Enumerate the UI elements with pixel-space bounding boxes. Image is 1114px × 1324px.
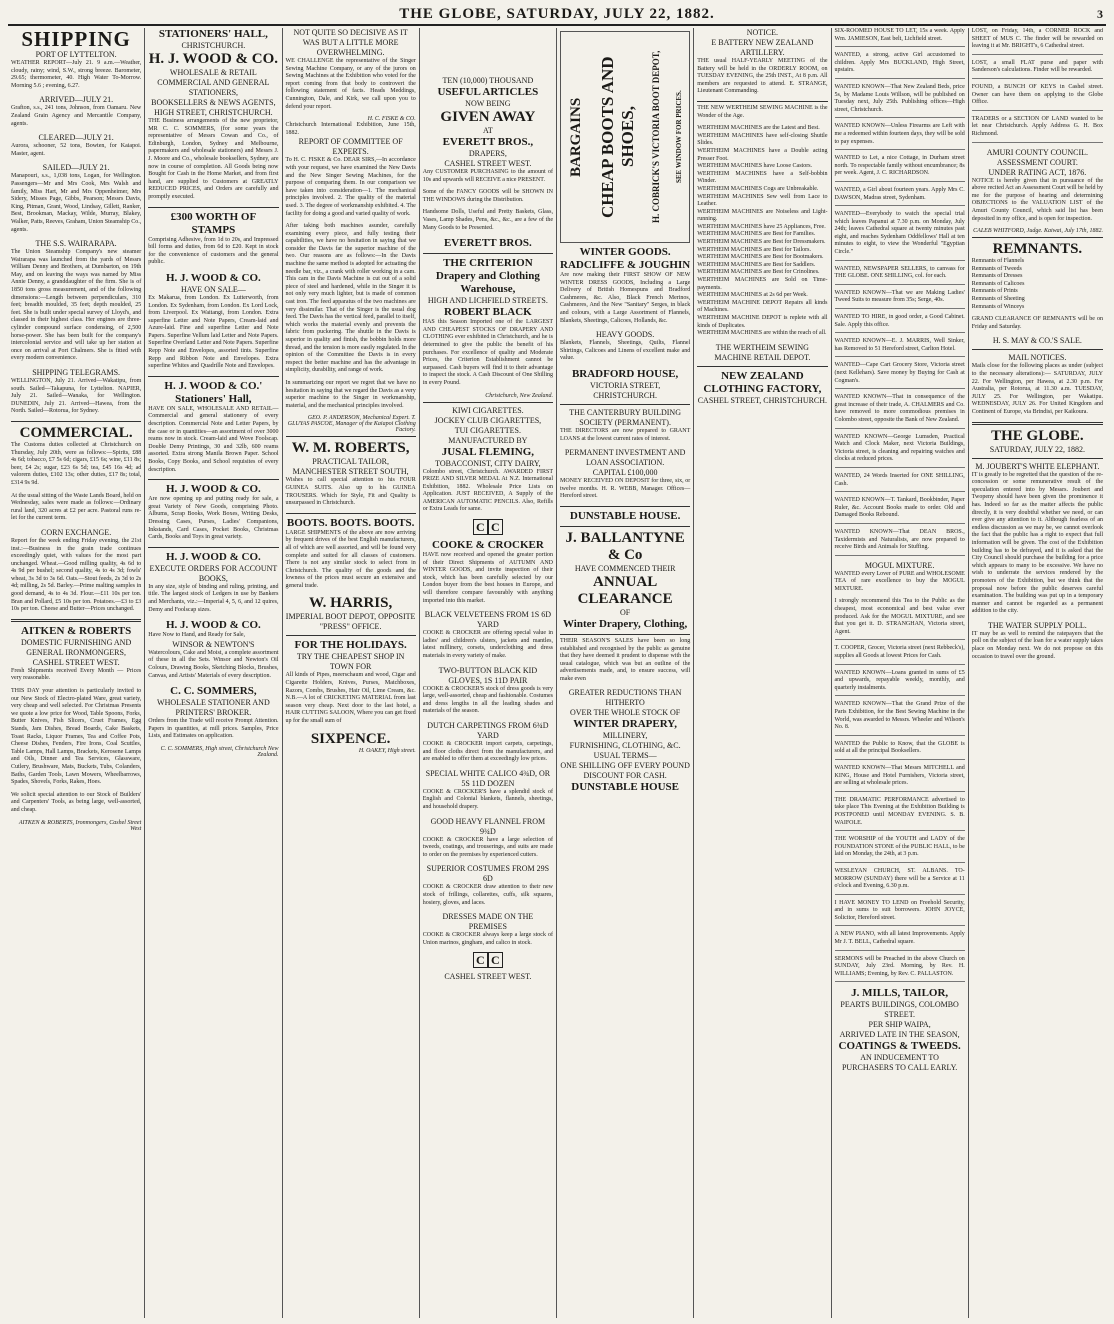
remnant-item: Remnants of Prints (971, 288, 1018, 295)
inducement: AN INDUCEMENT TO PURCHASERS TO CALL EARLY. (841, 1053, 958, 1073)
telegrams-heading: SHIPPING TELEGRAMS. (32, 368, 121, 377)
wood-heading-5: H. J. WOOD & CO. (165, 550, 261, 563)
land-ad: TRADERS or a SECTION OF LAND wanted to be let near Christchurch. Apply Address G. H. Box Richmond. (972, 116, 1103, 143)
masthead-title: THE GLOBE, SATURDAY, JULY 22, 1882. (399, 6, 715, 22)
boot-depot-text: H. COBRICK'S VICTORIA BOOT DEPOT, (651, 50, 662, 224)
wertheim-line: WERTHEIM MACHINE DEPOT Repairs all kinds of Machines. (697, 299, 828, 314)
sommers-signature: C. C. SOMMERS, High street, Christchurch New Zealand. (160, 745, 279, 758)
ready-for-sale: Have Now to Hand, and Ready for Sale, (148, 632, 246, 639)
aitken-heading: AITKEN & ROBERTS (21, 624, 132, 637)
have-on-sale: HAVE ON SALE— (181, 284, 246, 294)
wertheim-line: WERTHEIM MACHINES at 2s 6d per Week. (697, 292, 808, 299)
furnishing: FURNISHING, CLOTHING, &C. (569, 741, 681, 751)
commercial-heading: COMMERCIAL. (19, 424, 133, 441)
corn-text: Report for the week ending Friday evening, the 21st inst.:—Business in the grain trade continues exceedingly quiet, with values for the most part unchanged. Wheat.—Good milling quality, 4s 6d to 4s 9d per bushel; second quality, 4s to 4s 3d; fowls' wheat, 3s 3d to 3s 6d. Oats.—Stout feeds, 2s 3d to 2s 4d; milling, 2s 5d. Barley.—Prime malting samples in good demand, 4s to 4s 3d. Flour.—£11 10s per ton. Bran and Pollard, £5 10s per ton. Potatoes.—£3 to £3 10s per ton. Cheese and Butter—Prices unchanged. (11, 537, 142, 613)
wertheim-line: WERTHEIM MACHINES have 25 Appliances, Free. (697, 223, 826, 230)
nz-clothing: NEW ZEALAND CLOTHING FACTORY, (703, 369, 822, 395)
globe-heading: THE GLOBE. (991, 427, 1084, 444)
wertheim-line: WERTHEIM MACHINES have a Self-bobbin Winder. (697, 170, 828, 185)
water-supply-title: THE WATER SUPPLY POLL. (987, 620, 1087, 630)
pipes-text: All kinds of Pipes, meerschaum and wood, Cigar and Cigarette Holders, Knives, Purses, Matchboxes, Razors, Combs, Brushes, Hair Oil, Lime Cream, &c. N.B.—A lot of CRICKETING MATERIAL from last season very cheap. Next door to the last hotel, a HAIR CUTTING SALOON, Where you can get fixed up for the small sum of (285, 672, 416, 725)
given-away: GIVEN AWAY (440, 109, 536, 125)
classified-ad: WANTED KNOWN—E. J. MARRIS, Well Sinker, has Removed to 51 Hereford street, Carlton Hotel. (835, 338, 965, 357)
cashel-west: CASHEL STREET WEST. (444, 972, 532, 982)
aitken-stock: THIS DAY your attention is particularly invited to our New Stock of Electro-plated Ware, great variety, very cheap and well selected. For Christmas Presents we quote a low price for Wood, Table Spoons, Forks, Butter Knives, Fish Slicers, Cruet Frames, Egg Stands, Jam Dishes, Bread Boards, Cake Baskets, Toast Racks, Liquor Frames, Tea and Coffee Pots, Cheese Dishes, Fenders, Fire Irons, Coal Scuttles, Table Lamps, Hall Lamps, Brackets, Kerosene Lamps and Oils, Dinner and Tea Services, Glassware, Cutlery, Brushware, Mats, Buckets, Tubs, Colanders, Baths, Garden Tools, Lawn Mowers, Wheelbarrows, Spades, Shovels, Forks, Rakes, Hoes. (11, 688, 142, 786)
wairarapa-text: The Union Steamship Company's new steamer Wairarapa was launched from the yards of Messrs William Denny and Brothers, at Dumbarton, on 19th May, and on leaving the ways was named by Miss Annie Denny, a granddaughter of the firm. She is of 1850 tons gross measurement, and of the following dimensions:—Length between perpendiculars, 310 feet; breadth moulded, 35 feet; depth moulded, 25 feet. She is built under special survey of Lloyd's, and classed in their highest class. Her engines are three-cylinder compound surface condensing, of 2,500 horse-power. She has been built for the company's intercolonial service and will take up her station at once on arrival at Port Chalmers. She is fitted with every modern convenience. (11, 249, 142, 362)
cooke-heading: COOKE & CROCKER (431, 539, 544, 552)
mills-address: PEARTS BUILDINGS, COLOMBO STREET. (840, 1000, 959, 1020)
ship-waipa: PER SHIP WAIPA, (868, 1020, 931, 1030)
classified-ad: WANTED KNOWN—That we are Making Ladies' Tweed Suits to measure from 35s; Serge, 40s. (835, 290, 965, 309)
article-title: M. JOUBERT'S WHITE ELEPHANT. (975, 461, 1100, 471)
criterion-heading: THE CRITERION (443, 257, 533, 270)
cleared-text: Aurora, schooner, 52 tons, Bowten, for Kaiapoi. Master, agent. (11, 143, 142, 157)
wertheim-line: WERTHEIM MACHINES are Noiseless and Light-running. (697, 208, 828, 223)
wertheim-line: WERTHEIM MACHINES are Best for Families. (697, 231, 816, 238)
cooke-blankets: COOKE & CROCKER'S have a splendid stock of English and Colonial blankets, flannels, sheetings, and household drapery. (422, 788, 553, 810)
wertheim-line: WERTHEIM MACHINES Sew well from Lace to Leather. (697, 193, 828, 208)
kid-gloves: TWO-BUTTON BLACK KID GLOVES, 1S 11D PAIR (438, 665, 538, 685)
tui-cigarettes: TUI CIGARETTES. (454, 425, 521, 435)
wertheim-line: WERTHEIM MACHINE DEPOT is replete with all kinds of Duplicates. (697, 315, 828, 329)
capital: CAPITAL £100,000 (592, 468, 658, 478)
greater-reductions: GREATER REDUCTIONS THAN HITHERTO (568, 688, 682, 708)
wertheim-line: WERTHEIM MACHINES have self-closing Shuttle Slides. (697, 132, 828, 147)
holidays-heading: FOR THE HOLIDAYS. (294, 639, 407, 652)
one-shilling: ONE SHILLING OFF EVERY POUND (560, 761, 690, 771)
fiske-signature: H. C. FISKE & CO. (367, 116, 416, 123)
lost-purse-ad: LOST, a small FLAT purse and paper with Sanderson's calculations. Finder will be rewarded. (972, 60, 1103, 79)
cc-logo-2: C C (423, 952, 553, 968)
whole-stock: OVER THE WHOLE STOCK OF (570, 708, 681, 718)
warehouse-label: Warehouse, (460, 283, 516, 296)
may-sale: H. S. MAY & CO.'S SALE. (992, 336, 1082, 346)
wertheim-line: WERTHEIM MACHINES are the Latest and Best. (697, 125, 820, 132)
found-keys-ad: FOUND, a BUNCH OF KEYS in Cashel street. Owner can have them on applying to the Globe Office. (972, 84, 1103, 111)
harris-sub: IMPERIAL BOOT DEPOT, OPPOSITE "PRESS" OFFICE. (285, 612, 416, 632)
column-8 (969, 28, 1106, 1318)
commercial-stationers: COMMERCIAL AND GENERAL STATIONERS, (157, 78, 270, 97)
assessment-notice: NOTICE is hereby given that in pursuance of the above recited Act an Assessment Court will be held by me for the purpose of hearing and determining OBJECTIONS to the VALUATION LIST of the Amuri County Council, which said list has been deposited in my office, and is open for inspection. (971, 177, 1103, 222)
cash-discount: DISCOUNT FOR CASH. (583, 771, 667, 781)
classified-ad: WANTED KNOWN—That the Grand Prize of the Paris Exhibition, for the Best Sewing Machine in the World, was awarded to Messrs. Wheeler and Wilson's No. 8. (835, 701, 965, 735)
column-2 (145, 28, 282, 1318)
coatings-tweeds: COATINGS & TWEEDS. (838, 1040, 961, 1053)
deposit-text: MONEY RECEIVED ON DEPOSIT for three, six, or twelve months. H. R. WEBB, Manager. Offices—Hereford street. (560, 478, 691, 500)
booksellers: BOOKSELLERS & NEWS AGENTS, (151, 98, 276, 107)
classified-ad: WANTED to Let, a nice Cottage, in Durham street north. To respectable family without encumbrance; 8s per week. Agent, J. C. RICHARDSON. (835, 155, 965, 182)
winter-drapery: Winter Drapery, Clothing, (562, 617, 688, 630)
column-7 (832, 28, 969, 1318)
battery-heading: E BATTERY NEW ZEALAND ARTILLERY. (711, 38, 814, 57)
column-5 (557, 28, 694, 1318)
remnant-item: Remnants of Winceys (971, 303, 1025, 310)
grand-clearance: GRAND CLEARANCE OF REMNANTS will be on Friday and Saturday. (971, 316, 1103, 330)
classified-ad: WANTED, NEWSPAPER SELLERS, to canvass for THE GLOBE. ONE SHILLING, col. for each. (835, 266, 965, 285)
trade-orders: Orders from the Trade will receive Prompt Attention. Papers in quantities, at mill prices. Samples, Price Lists, and Estimates on application. (148, 718, 279, 740)
mail-text: Mails close for the following places as under (subject to the necessary alterations):— SATURDAY, JULY 22. For Wellington, per Hawea, at 2.30 p.m. For Australia, per Rotorua, at 11.30 a.m. TUESDAY, JULY 25. For Wellington, per Wakatipu. WEDNESDAY, JULY 26. For United Kingdom and Continent of Europe, via Brindisi, per Kaikoura. (971, 363, 1103, 415)
cc-logo: C C (423, 519, 553, 535)
nz-address: CASHEL STREET, CHRISTCHURCH. (697, 395, 828, 405)
classified-ad: THE WORSHIP of the YOUTH and LADY of the FOUNDATION STONE of the PUBLIC HALL, to be laid on Monday, the 24th, at 3 p.m. (835, 836, 965, 863)
aitken-address: CASHEL STREET WEST. (32, 657, 120, 667)
high-street: HIGH STREET, CHRISTCHURCH. (154, 108, 273, 117)
stationers-hall-2: Stationers' Hall, (175, 392, 252, 405)
fleming-text: Colombo street, Christchurch. AWARDED FIRST PRIZE AND SILVER MEDAL At N.Z. International Exhibition, 1882. Wholesale Price Lists on Application. JUST RECEIVED, A Supply of the AMERICAN AUTOMATIC PENCILS. Also, Refills or Extra Leads for same. (422, 468, 553, 513)
wertheim-line: WERTHEIM MACHINES are within the reach of all. (697, 330, 827, 337)
black-place: Christchurch, New Zealand. (485, 392, 553, 399)
cooke-ulsters: COOKE & CROCKER are offering special value in ladies' and children's ulsters, jackets and mantles, latest millinery, corsets, underclothing and dress materials in every variety of make. (422, 630, 553, 659)
jockey-club: JOCKEY CLUB CIGARETTES, (434, 415, 542, 425)
experts-intro: To H. C. FISKE & Co. DEAR SIRS,—In accordance with your request, we have examined the New Davis and the New Singer Sewing Machines, for the purpose of comparing them. In our comparison we have taken into consideration—1. The mechanical principles involved. 2. The quality of the material used. 3. The degree of workmanship exhibited. 4. The facility for doing a good and varied quality of work. (285, 157, 416, 217)
battery-text: THE usual HALF-YEARLY MEETING of the Battery will be held in the ORDERLY ROOM, on TUESDAY EVENING, the 25th INST., At 8 p.m. All members are requested to attend. E. STRANGE, Lieutenant Commanding. (697, 58, 828, 95)
sommers-sub: WHOLESALE STATIONER AND PRINTERS' BROKER. (157, 698, 270, 718)
classified-ad: T. COOPER, Grocer, Victoria street (next Rebbeck's), supplies all Goods at lowest Prices for Cash. (835, 645, 965, 664)
wood-heading-3: H. J. WOOD & CO.' (164, 379, 263, 392)
present-text: Any CUSTOMER PURCHASING to the amount of 10s and upwards will RECEIVE a nice PRESENT. (422, 169, 553, 183)
classified-ad: I HAVE MONEY TO LEND on Freehold Security, and in sums to suit borrowers. JOHN JOYCE, Solicitor, Hereford street. (835, 900, 965, 927)
arrived-heading: ARRIVED—JULY 21. (39, 95, 114, 105)
classified-ad: WANTED KNOWN—Loans granted in sums of £5 and upwards, repayable weekly, monthly, and quarterly instalments. (835, 670, 965, 697)
superior-costumes: SUPERIOR COSTUMES FROM 29S 6D (426, 864, 550, 884)
everett-heading: EVERETT BROS., (442, 136, 534, 148)
heavy-goods-text: Blankets, Flannels, Sheetings, Quilts, Flannel Shirtings, Calicoes and Linens of excellent make and value. (560, 340, 691, 362)
bargains-ad (560, 31, 690, 243)
heavy-goods: HEAVY GOODS. (596, 330, 655, 340)
oakey-signature: H. OAKEY, High street. (358, 747, 416, 754)
experts-findings: After taking both machines asunder, carefully examining every piece, and fully testing their capabilities, we have no hesitation in saying that we consider the Davis far the superior machine of the two. Our reasons are as follows:—In the Davis machine the same method is adopted for actuating the needle bar, viz., a crank with roller working in a cam. This cam in the Davis Machine is cut out of a solid piece of steel and hardened, while in the Singer it is not only very much lighter, but is made of common cast iron. The feed apparatus of the two machines are very dissimilar. That of the Singer is the usual dog feed. The Davis has the vertical feed, parallel to itself, which works the material evenly and prevents the fabric from puckering. The shuttle in the Davis is superior in quality and finish, the bobbin holds more thread, and the tension is more easily regulated. In the opinion of the Committee the Davis is in every respect the better machine and has the advantage in simplicity, durability, and range of work. (285, 223, 416, 374)
cleared-heading: CLEARED—JULY 21. (38, 133, 114, 143)
stamps-text: Comprising Adhesive, from 1d to 20s, and Impressed bill forms and duties, from 6d to £20. Kept in stock for the convenience of customers and the general public. (148, 236, 279, 266)
stamps-heading: £300 WORTH OF STAMPS (170, 210, 257, 236)
mills-heading: J. MILLS, TAILOR, (851, 987, 949, 1000)
heavy-flannel: GOOD HEAVY FLANNEL FROM 9¾D (430, 816, 546, 836)
classified-ad: WANTED, a Girl about fourteen years. Apply Mrs C. DAWSON, Madras street, Sydenham. (835, 187, 965, 206)
kiwi-cigarettes: KIWI CIGARETTES. (452, 405, 524, 415)
classified-ad: A NEW PIANO, with all latest Improvements. Apply Mr J. T. BELL, Cathedral square. (835, 931, 965, 950)
roberts-sub: PRACTICAL TAILOR, MANCHESTER STREET SOUTH, (292, 457, 409, 477)
classified-ad: WESLEYAN CHURCH, ST. ALBANS. TO-MORROW (SUNDAY) there will be a Service at 11 o'clock and Evening, 6.30 p.m. (835, 868, 965, 895)
dutch-carpetings: DUTCH CARPETINGS FROM 6¾D YARD (427, 720, 549, 740)
wertheim-line: WERTHEIM MACHINES have a Double acting Presser Foot. (697, 147, 828, 162)
classified-ad: WANTED KNOWN—T. Tankard, Bookbinder, Paper Ruler, &c. Account Books made to order. Old and Damaged Books Rebound. (835, 497, 965, 524)
telegrams-text: WELLINGTON, July 21. Arrived—Wakatipu, from south. Sailed—Takapuna, for Lyttelton. NAPIER, July 21. Sailed—Wanaka, for Wellington. DUNEDIN, July 21. Arrived—Hawea, from the North. Sailed—Rotorua, for Sydney. (11, 378, 142, 415)
cooke-marinos: COOKE & CROCKER always keep a large stock of Union marinos, gingham, and calico in stock. (422, 932, 553, 946)
mail-notices: MAIL NOTICES. (1008, 353, 1067, 363)
building-society: THE CANTERBURY BUILDING SOCIETY (PERMANENT). (569, 407, 681, 427)
remnants-heading: REMNANTS. (992, 241, 1083, 258)
classified-ad: WANTED, 24 Words Inserted for ONE SHILLING, Cash. (835, 473, 965, 492)
lost-ad: LOST, on Friday, 14th, a CORNER ROCK and SHEET of MUS C. The finder will be rewarded on leaving it at Mr. BRIGHT's, 6 Cathedral street. (972, 28, 1103, 55)
high-lichfield: HIGH AND LICHFIELD STREETS. (427, 296, 548, 306)
usual-terms: USUAL TERMS— (593, 751, 657, 761)
dunstable-heading-2: DUNSTABLE HOUSE (571, 781, 679, 794)
masthead (8, 4, 1106, 26)
boots-text: LARGE SHIPMENTS of the above are now arriving by frequent drives of the best English manufacturers, all of which are well assorted, and will be found very complete and suited for all classes of customers. There is not any similar stock to select from in Christchurch. The quality of the goods and the lowness of the prices must secure an extensive and general trade. (285, 529, 416, 589)
cooke-tweeds: COOKE & CROCKER have a large selection of tweeds, coatings, and trouserings, and suits are made to order on the premises by experienced cutters. (422, 836, 553, 858)
classified-ad: WANTED KNOWN—That in consequence of the great increase of their trade, A. CHALMERS and Co. have removed to more commodious premises in Colombo street, opposite the Bank of New Zealand. (835, 394, 965, 428)
classified-ad: WANTED, a strong, active Girl accustomed to children. Apply Mrs BUCKLAND, High Street, upstairs. (835, 52, 965, 79)
mogul-heading: MOGUL MIXTURE. (864, 560, 935, 570)
radcliffe-heading: RADCLIFFE & JOUGHIN (560, 259, 691, 271)
mogul-recommend: I strongly recommend this Tea to the Public as the cheapest, most economical and best value ever produced. Ask for the MOGUL MIXTURE, and see that you get it. D. STRANGHAN, Victoria street, Agent. (835, 598, 965, 640)
radcliffe-text: Are now making their FIRST SHOW OF NEW WINTER DRESS GOODS, Including a Large Delivery of British Homespuns and Bradford Cashmeres, &c. Also, Black French Merinos, Cashmeres, And the New "Sanitary" Serges, in black and colours, with a Large Assortment of Flannels, Blankets, Sheetings, Calicoes, Hollands, &c. (560, 272, 691, 324)
wood-heading: H. J. WOOD & CO. (148, 51, 279, 67)
of-label: OF (620, 607, 631, 617)
classified-ad: WANTED TO HIRE, in good order, a Good Cabinet. Sale. Apply this office. (835, 314, 965, 333)
ledgers-text: In any size, style of binding and ruling, printing, and title. The largest stock of Ledgers in use by Bankers and Merchants, viz.:—Imperial 4, 5, 6, and 12 quires, Demy and Foolscap sizes. (148, 583, 279, 613)
drapery-clothing: Drapery and Clothing (435, 270, 540, 283)
boots-heading: BOOTS. BOOTS. BOOTS. (286, 516, 415, 529)
wertheim-line: WERTHEIM MACHINES are Best for Saddlers. (697, 261, 816, 268)
city-label: CHRISTCHURCH. (181, 41, 246, 50)
wertheim-line: WERTHEIM MACHINES are Best for Tailors. (697, 246, 812, 253)
wertheim-line: WERTHEIM MACHINES are Best for Crinolines. (697, 269, 820, 276)
velveteens: BLACK VELVETEENS FROM 1S 6D YARD (424, 610, 551, 630)
annual-clearance: ANNUAL CLEARANCE (577, 573, 673, 607)
judge-signature: CALEB WHITFORD, Judge. Kaiwai, July 17th, 1882. (973, 228, 1103, 235)
loan-association: PERMANENT INVESTMENT AND LOAN ASSOCIATION. (564, 448, 686, 468)
black-text: HAS this Season Imported one of the LARGEST AND CHEAPEST STOCKS OF DRAPERY AND CLOTHING ever exhibited in Christchurch, and he is determined to give the public the benefit of his purchases. For excellence of quality and Moderate Prices, the Criterion Establishment cannot be surpassed. Cash buyers will find it to their advantage to inspect the stock. A Cash Discount of One Shilling in every Pound. (422, 319, 553, 386)
wertheim-depot: THE WERTHEIM SEWING MACHINE RETAIL DEPOT. (714, 342, 811, 362)
everett-heading-2: EVERETT BROS. (443, 237, 532, 250)
fancy-goods-text: Some of the FANCY GOODS will be SHOWN IN THE WINDOWS during the Distribution. (422, 189, 553, 203)
wertheim-line: WERTHEIM MACHINES are Sold on Time-payments. (697, 277, 828, 291)
column-3 (283, 28, 420, 1318)
sixpence: SIXPENCE. (310, 730, 391, 747)
dresses-made: DRESSES MADE ON THE PREMISES (442, 912, 534, 932)
ballantyne-heading: J. BALLANTYNE & Co (565, 529, 685, 563)
business-text: THE Business arrangements of the new proprietor, MR C. C. SOMMERS, (for some years the representative of Messrs Cowan and Co., of Edinburgh, London, Sydney and Melbourne, papermakers and wholesale stationers) and Messrs J. J. Moore and Co., wholesale booksellers, Sydney, are now in course of completion. All Goods being now Bought for Cash in the Home Market, and from first hand, are supplied to Customers at GREATLY REDUCED PRICES, and Orders are carefully and promptly executed. (148, 118, 279, 200)
classified-ad: WANTED KNOWN—That Messrs MITCHELL and KING, House and Hotel Furnishers, Victoria street, are selling at wholesale prices. (835, 765, 965, 792)
roberts-heading: W. M. ROBERTS, (291, 440, 410, 457)
page-number: 3 (1097, 7, 1104, 21)
fleming-heading: JUSAL FLEMING, (441, 445, 535, 458)
wairarapa-heading: THE S.S. WAIRARAPA. (35, 239, 117, 249)
drapers-label: DRAPERS, (468, 149, 507, 158)
remnant-item: Remnants of Dresses (971, 273, 1023, 280)
now-being: NOW BEING (465, 99, 511, 108)
amuri-council: AMURI COUNTY COUNCIL. (986, 147, 1088, 157)
weather-report: WEATHER REPORT—July 21. 9 a.m.—Weather, cloudy, rainy; wind, S.W., strong breeze. Barometer, 29.65; thermometer, 40. High Water To-Morrow. Morning 5.6 ; evening, 6.27. (11, 60, 142, 89)
article-text: IT is greatly to be regretted that the question of the re-concession or some remunerative result of the speculation entered into by Messrs. Joubert and Twopeny should have been given the prominence it has. Indeed so far as the matter affects the public directly, it is very doubtful whether we need, or can ever give any attention to it. Although fearless of an endless discussion as we may be, we cannot overlook the fact that the public has a right to expect that full information will be given. The cost of the Exhibition building has to be defrayed, and it is asked that the City Council should purchase the building for a price which appears to many to be excessive. We have no wish to underrate the services rendered by the promoters of the Exhibition, but we think that the proposal now before the public deserves careful examination. The building was put up in a temporary manner and cannot be regarded as a permanent addition to the city. (971, 471, 1103, 615)
millinery: MILLINERY, (602, 731, 648, 741)
classified-ad: WANTED—Everybody to watch the special trial which leaves Papanui at 7.30 p.m. on Monday, July 24th; leaves Cathedral square at twenty minutes past eight, and reaches Sydenham Oddfellows' Hall at ten minutes to eight, to view the Wonderful "Egyptian Circle." (835, 211, 965, 261)
wood-heading-4: H. J. WOOD & CO. (165, 483, 261, 496)
cooke-intro: HAVE now received and opened the greater portion of their Direct Shipments of AUTUMN AND WINTER GOODS, and invite inspection of their stock, which has been carefully selected by our London buyer from the best houses in Europe, and will therefore compare favourably with anything imported into this market. (422, 552, 553, 604)
wood-heading-6: H. J. WOOD & CO. (165, 619, 261, 632)
aitken-signature: AITKEN & ROBERTS, Ironmongers, Cashel Street West (18, 819, 142, 832)
black-heading: ROBERT BLACK (444, 306, 532, 319)
victoria-street: VICTORIA STREET, CHRISTCHURCH. (589, 380, 661, 400)
cooke-carpets: COOKE & CROCKER import carpets, carpetings, and floor cloths direct from the manufacturers, and are enabled to offer them at exceedingly low prices. (422, 740, 553, 763)
experts-summary: In summarizing our report we regret that we have no hesitation in saying that we regard the Davis as a very superior machine to the Singer in workmanship, material, and the mechanical principles involved. (285, 379, 416, 409)
winter-goods: WINTER GOODS. (579, 246, 671, 258)
loans-text: THE DIRECTORS are now prepared to GRANT LOANS at the lowest current rates of interest. (560, 427, 691, 442)
rating-act: UNDER RATING ACT, 1876. (988, 167, 1087, 177)
aitken-note: Fresh Shipments received Every Month — Prices very reasonable. (11, 667, 142, 682)
cheapest-shop: TRY THE CHEAPEST SHOP IN TOWN FOR (296, 652, 405, 672)
remnant-item: Remnants of Sheeting (971, 296, 1025, 303)
aitken-sub: DOMESTIC FURNISHING AND GENERAL IRONMONGERS, (21, 637, 132, 657)
arrived-text: Grafton, s.s., 241 tons, Johnson, from Oamaru. New Zealand Grain Agency and Mercantile Company, agents. (11, 105, 142, 127)
wholesale-retail: WHOLESALE & RETAIL (169, 68, 257, 77)
dolls-text: Handsome Dolls, Useful and Pretty Baskets, Glass, Vases, Lamp Shades, Pens, &c., &c., are a few of the Many Goods to be Presented. (422, 209, 553, 231)
challenge-text: WE CHALLENGE the representative of the Singer Sewing Machine Company, or any of the jurors on Sewing Machines at the Exhibition who voted for the report coming from that body to controvert the following statement of facts. Heads Meddings, Cunnington, Dale, and Kirk, we call upon you to defend your report. (285, 58, 416, 110)
wertheim-intro: THE NEW WERTHEIM SEWING MACHINE is the Wonder of the Age. (697, 104, 828, 119)
season-sales: THEIR SEASON'S SALES have been so long established and recognised by the public as genuine that they have deemed it prudent to dispense with the usual catalogue, which was but an outline of the advertisements made, and, to ensure success, will make even (560, 637, 691, 682)
cooke-frillings: COOKE & CROCKER draw attention to their new stock of frillings, collarettes, cuffs, silk squares, hosiery, gloves, and laces. (422, 884, 553, 906)
stationery-text: HAVE ON SALE, WHOLESALE AND RETAIL—Commercial and general stationery of every description. Commercial Note and Letter Papers, by the case or in quantities—an assortment of over 3000 reams now in stock. Cream-laid and Wove Foolscap. Double Demy Printings, 30 and 32lb, 600 reams assorted. Extra strong Manila Brown Paper. School Books, Copy Books, and School requisites of every description. (148, 405, 279, 473)
column-6 (694, 28, 831, 1318)
challenge-heading: NOT QUITE SO DECISIVE AS IT WAS BUT A LITTLE MORE OVERWHELMING. (293, 28, 408, 57)
winter-drapery-2: WINTER DRAPERY, (573, 718, 677, 731)
classified-ad: THE DRAMATIC PERFORMANCE advertised to take place This Evening at the Exhibition Building is POSTPONED until MONDAY EVENING. S. B. WAIFOLE. (835, 797, 965, 831)
assessment-court: ASSESSMENT COURT. (996, 157, 1078, 167)
remnant-item: Remnants of Tweeds (971, 265, 1022, 272)
classified-ad: WANTED KNOWN—George Lumsden, Practical Watch and Clock Maker, next Victoria Buildings, Victoria street, is cleaning and repairing watches and clocks at reduced prices. (835, 434, 965, 468)
classified-ad: WANTED KNOWN—That New Zealand Beds, price 5s, by Madame Louis Willson, will be published on Tuesday next, July 25th. Publishing offices—High street, Christchurch. (835, 84, 965, 118)
globe-date: SATURDAY, JULY 22, 1882. (989, 444, 1086, 454)
sommers-heading: C. C. SOMMERS, (170, 685, 257, 698)
corn-heading: CORN EXCHANGE. (41, 527, 112, 537)
account-books: EXECUTE ORDERS FOR ACCOUNT BOOKS, (149, 563, 278, 583)
port-heading: PORT OF LYTTELTON. (35, 50, 117, 59)
watercolours-text: Watercolours, Cake and Moist, a complete assortment of these in all the Sets. Winsor and Newton's Oil Colours, Drawing Books, Sketching Blocks, Brushes, Canvas, and Artists' Materials of every description. (148, 649, 279, 679)
roberts-text: Wishes to call special attention to his FOUR GUINEA SUITS. Also up to his GUINEA TROUSERS. Which for Style, Fit and Quality is unsurpassed in Christchurch. (285, 477, 416, 507)
exhibition-date: Christchurch International Exhibition, June 15th, 1882. (285, 122, 416, 136)
notice-heading: NOTICE. (746, 28, 779, 37)
classified-ad: WANTED—Cape Cart Grocery Store, Victoria street (next Kellehars). Save money by Buying for Cash at Cogman's. (835, 362, 965, 389)
new-goods-text: Are now opening up and putting ready for sale, a great Variety of New Goods, comprising Photo. Albums, Scrap Books, Work Boxes, Writing Desks, Dressing Cases, Purses, Ladies' Companions, Inkstands, Card Cases, Pocket Books, Christmas Cards, Books and Toys in great variety. (148, 496, 279, 541)
wertheim-line: WERTHEIM MACHINES have Loose Castors. (697, 163, 813, 170)
dunstable-heading: DUNSTABLE HOUSE. (569, 509, 681, 522)
stationers-hall: STATIONERS' HALL, (158, 28, 268, 40)
classified-ad: SIX-ROOMED HOUSE TO LET, 15s a week. Apply Wm. JAMIESON, East belt, Lichfield street. (835, 28, 965, 47)
remnant-item: Remnants of Calicoes (971, 280, 1025, 287)
cooke-dress: COOKE & CROCKER'S stock of dress goods is very large, well-assorted, cheap and fashionable. Costumes and dress lengths in all the leading shades and materials of the season. (422, 685, 553, 715)
waste-lands-text: At the usual sitting of the Waste Lands Board, held on Wednesday, sales were made as follows:—Ordinary rural land, 320 acres at £2 per acre. Pastoral runs re-let for the current term. (11, 492, 142, 522)
ten-thousand: TEN (10,000) THOUSAND (442, 76, 534, 85)
harris-heading: W. HARRIS, (309, 595, 393, 612)
experts-signatures: GEO. P. ANDERSON, Mechanical Expert. T. GLUYAS PASCOE, Manager of the Kaiapoi Clothing Factory. (287, 415, 416, 434)
remnant-item: Remnants of Flannels (971, 258, 1025, 265)
winsor-newton: WINSOR & NEWTON'S (172, 639, 255, 649)
water-supply-text: IT may be as well to remind the ratepayers that the poll on the subject of the loan for a water supply takes place on Monday next. We do not propose on this occasion to travel over the ground. (971, 630, 1103, 660)
cashel-street: CASHEL STREET WEST. (444, 159, 532, 168)
at-label: AT (482, 126, 493, 135)
customs-text: The Customs duties collected at Christchurch on Thursday, July 20th, were as follows:—Spirits, £88 4s 6d; tobacco, £7 5s 6d; cigars, £15 6s; wine, £11 8s; beer, £4 2s; sugar, £23 6s 5d; tea, £45 16s 4d; ad valorem duties, £102 13s; other duties, £17 8s; total, £314 9s 9d. (11, 441, 142, 486)
bradford-house: BRADFORD HOUSE, (571, 367, 679, 380)
shipping-heading: SHIPPING (21, 28, 131, 51)
tobacconist: TOBACCONIST, CITY DAIRY, (435, 458, 541, 468)
sailed-heading: SAILED—JULY 21. (42, 163, 110, 173)
white-calico: SPECIAL WHITE CALICO 4¾D, OR 5S 11D DOZEN (425, 768, 551, 788)
classified-ad: SERMONS will be Preached in the above Church on SUNDAY, July 23rd. Morning, by Rev. H. WILLIAMS; Evening, by Rev. C. PALLASTON. (835, 956, 965, 983)
commenced: HAVE COMMENCED THEIR (574, 563, 676, 573)
column-1 (8, 28, 145, 1318)
aitken-tools: We solicit special attention to our Stock of Builders' and Carpenters' Tools, as being large, well-assorted, and cheap. (11, 791, 142, 813)
classified-ad: WANTED the Public to Know, that the GLOBE is sold at all the principal Booksellers. (835, 741, 965, 760)
useful-articles: USEFUL ARTICLES (437, 86, 539, 98)
columns (8, 28, 1106, 1318)
manufactured-by: MANUFACTURED BY (448, 435, 528, 445)
arrived-late: ARRIVED LATE IN THE SEASON, (839, 1030, 960, 1040)
cheap-boots-text: CHEAP BOOTS AND SHOES, (597, 56, 637, 218)
papers-text: Ex Makarua, from London. Ex Lutterworth, from London. Ex Sydenham, from London. Ex Lord Lock, from Liverpool. Ex Waitangi, from London. Extra superfine Letter and Note Papers, Cream-laid and Azure-laid. Fine and superfine Letter and Note Papers. Superfine Vellum laid Letter and Note Papers. Superfine Overland Letter and Note Papers. Superfine Repp Note and Envelopes, assorted tints. Superfine Repp and Ribbon Note and Envelopes. Extra superfine Whites and Quadrille Note and Envelopes. (148, 294, 279, 370)
see-window-text: SEE WINDOW FOR PRICES. (674, 90, 683, 184)
sailed-text: Manapouri, s.s., 1,038 tons, Logan, for Wellington. Passengers—Mr and Mrs Cook, Mrs Walsh and family, Miss Hart, Mr and Mrs Oppenheimer, Mrs Sidery, Misses Page, Gibbs, Pearson; Messrs Davis, King, Pitman, Grant, Wood, Lindsay, Gillett, Ranker, Best, Brookman, Mackay, Wilde, Murray, Blakey, Walker, Patts, Reeves, Graham, Union Steamship Co., agents. (11, 173, 142, 233)
column-4 (420, 28, 557, 1318)
wertheim-line: WERTHEIM MACHINES Cogs are Unbreakable. (697, 185, 819, 192)
wood-heading-2: H. J. WOOD & CO. (165, 271, 261, 284)
classified-ad: WANTED KNOWN—Unless Firearms are Left with me a redeemed within fourteen days, they will be sold to pay expenses. (835, 123, 965, 150)
bargains-text: BARGAINS (567, 97, 584, 177)
wertheim-line: WERTHEIM MACHINES are Best for Dressmakers. (697, 239, 826, 246)
classified-ad: WANTED KNOWN—That DEAN BROS., Taxidermists and Naturalists, are now prepared to receive Birds and Animals for Stuffing. (835, 529, 965, 556)
wertheim-line: WERTHEIM MACHINES are Best for Bootmakers. (697, 254, 824, 261)
mogul-ad: WANTED every Lover of PURE and WHOLESOME TEA of rare excellence to buy the MOGUL MIXTURE. (834, 570, 965, 592)
experts-heading: REPORT OF COMMITTEE OF EXPERTS. (298, 137, 403, 157)
